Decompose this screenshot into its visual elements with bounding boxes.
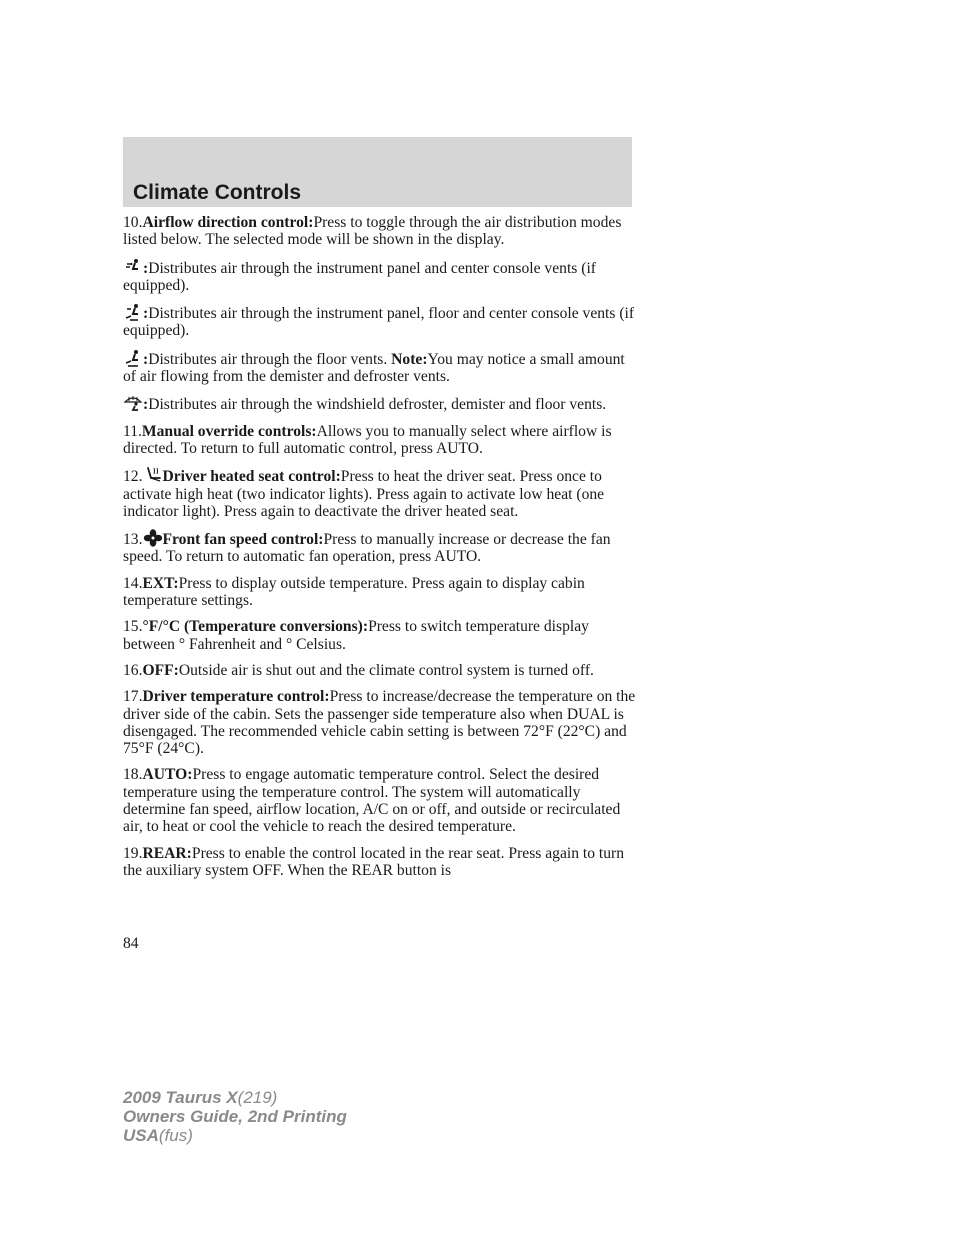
item-text: Press to heat the driver seat. Press once to activate high heat (two indicator lights). Press again to activate low heat (one indicator light). Press again to deactivate the driver heated seat. (123, 468, 605, 520)
mode-separator: : (143, 305, 149, 323)
footer-model: 2009 Taurus X (123, 1088, 238, 1107)
note-label: Note: (391, 350, 428, 368)
mode-text: Distributes air through the instrument panel and center console vents (if equipped). (123, 259, 596, 294)
item-15 (123, 618, 638, 653)
item-14 (123, 575, 638, 610)
mode-panel (123, 258, 638, 295)
mode-text: Distributes air through the instrument panel, floor and center console vents (if equipped). (123, 305, 635, 340)
item-16 (123, 662, 638, 679)
footer-line-1 (123, 1088, 347, 1107)
item-label: Driver temperature control: (142, 688, 330, 706)
mode-panel-floor (123, 303, 638, 340)
item-label: OFF: (142, 661, 179, 679)
item-text: Press to manually increase or decrease the fan speed. To return to automatic fan operation, press AUTO. (123, 531, 611, 566)
defrost-floor-icon (123, 394, 143, 412)
item-number: 14. (123, 574, 143, 592)
item-number: 19. (123, 844, 143, 862)
footer-market: USA (123, 1126, 159, 1145)
item-19 (123, 845, 638, 880)
footer-line-3 (123, 1126, 347, 1145)
mode-defrost-floor (123, 394, 638, 413)
item-13 (123, 529, 638, 566)
mode-floor (123, 349, 638, 386)
item-11 (123, 423, 638, 458)
item-18 (123, 766, 638, 835)
item-text: Press to enable the control located in the rear seat. Press again to turn the auxiliary system OFF. When the REAR button is (123, 844, 625, 879)
item-label: °F/°C (Temperature conversions): (142, 618, 369, 636)
panel-floor-vent-icon (123, 303, 143, 321)
item-text: Press to engage automatic temperature control. Select the desired temperature using the temperature control. The system will automatically determine fan speed, airflow location, A/C on or off, and outside or recirculated air, to heat or cool the vehicle to reach the desired temperature. (123, 766, 621, 836)
section-header-band (123, 137, 632, 207)
footer-market-code: (fus) (158, 1126, 193, 1145)
mode-separator: : (143, 259, 149, 277)
item-number: 12. (123, 468, 143, 486)
item-text: Outside air is shut out and the climate control system is turned off. (178, 661, 594, 679)
fan-icon (143, 529, 163, 547)
item-number: 18. (123, 766, 143, 784)
item-number: 10. (123, 214, 143, 231)
note-text: You may notice a small amount of air flowing from the demister and defroster vents. (123, 350, 625, 386)
heated-seat-icon (143, 466, 163, 484)
item-label: Manual override controls: (141, 422, 317, 440)
item-label: EXT: (142, 574, 179, 592)
item-text: Press to toggle through the air distribution modes listed below. The selected mode will be shown in the display. (123, 214, 622, 249)
floor-vent-icon (123, 349, 143, 367)
mode-separator: : (143, 396, 149, 414)
page-number: 84 (123, 935, 139, 952)
item-number: 15. (123, 618, 143, 636)
page-content (123, 214, 638, 888)
section-title: Climate Controls (133, 181, 302, 204)
item-label: AUTO: (142, 766, 193, 784)
print-footer (123, 1088, 347, 1145)
item-number: 11. (123, 422, 142, 440)
item-text: Allows you to manually select where airflow is directed. To return to full automatic control, press AUTO. (123, 422, 612, 457)
mode-text: Distributes air through the windshield defroster, demister and floor vents. (148, 396, 607, 414)
item-text: Press to display outside temperature. Press again to display cabin temperature settings. (123, 574, 585, 610)
item-17 (123, 688, 638, 757)
footer-guide: Owners Guide, 2nd Printing (123, 1107, 347, 1126)
item-label: Driver heated seat control: (162, 468, 341, 486)
item-label: REAR: (142, 844, 192, 862)
item-10 (123, 214, 638, 249)
footer-model-code: (219) (237, 1088, 278, 1107)
footer-line-2 (123, 1107, 347, 1126)
item-number: 17. (123, 688, 143, 706)
item-number: 13. (123, 531, 143, 549)
item-12 (123, 466, 638, 520)
item-label: Front fan speed control: (162, 531, 324, 549)
item-label: Airflow direction control: (142, 214, 314, 231)
item-number: 16. (123, 661, 143, 679)
panel-vent-icon (123, 258, 143, 276)
item-text: Press to increase/decrease the temperature on the driver side of the cabin. Sets the passenger side temperature also when DUAL is disengaged. The recommended vehicle cabin setting is between 72°F (22°C) and 75°F (24°C). (123, 688, 636, 758)
mode-separator: : (143, 350, 149, 368)
item-text: Press to switch temperature display between ° Fahrenheit and ° Celsius. (123, 618, 589, 653)
mode-text: Distributes air through the floor vents. (148, 350, 388, 368)
